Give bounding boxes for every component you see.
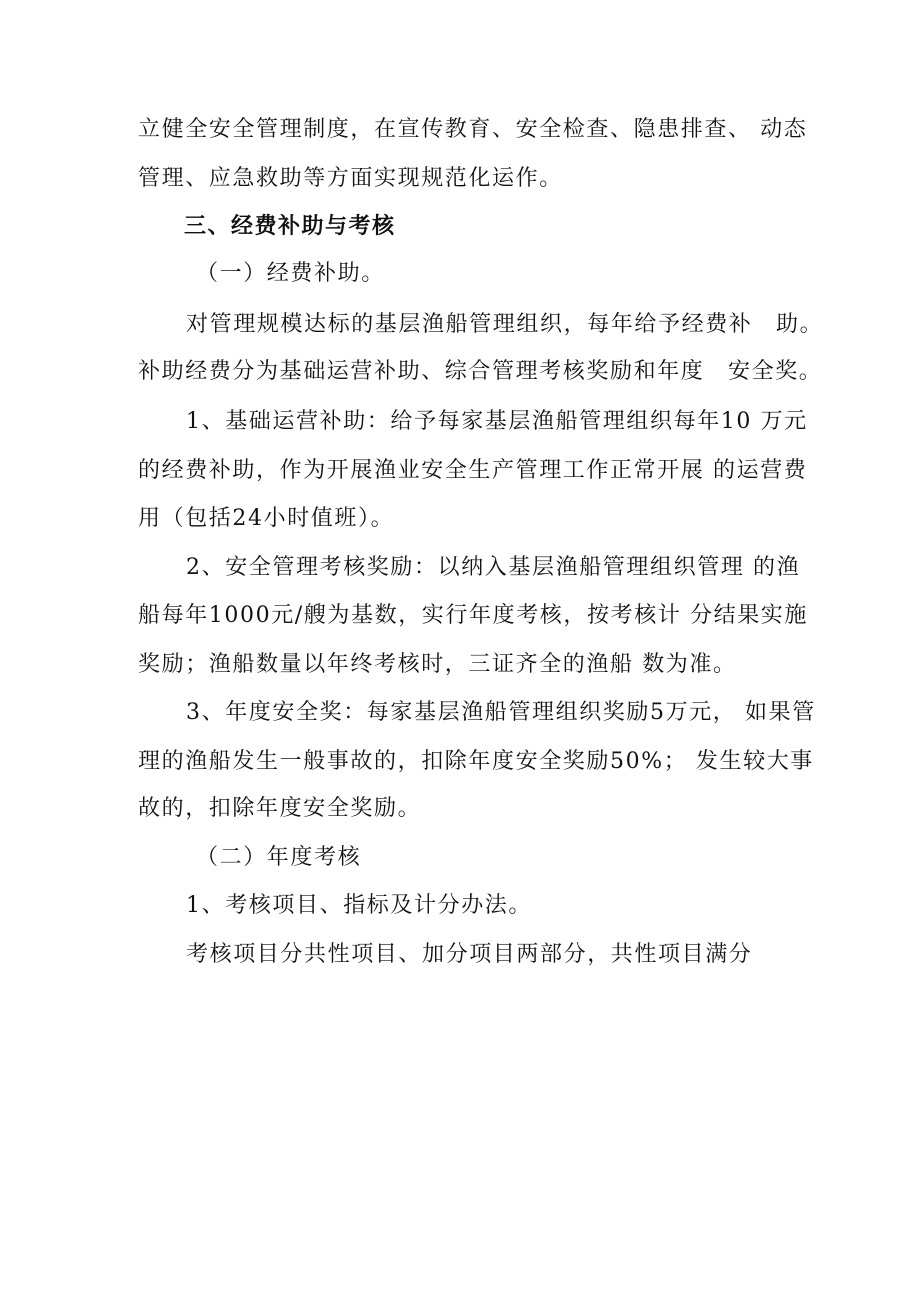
list-item-text: 3、年度安全奖：每家基层渔船管理组织奖励5万元， 如果管 [186,700,816,725]
subsection-heading: （一）经费补助。 [196,261,385,286]
body-text-line: 用（包括24小时值班）。 [138,506,395,531]
body-text-line: 考核项目分共性项目、加分项目两部分，共性项目满分 [186,942,753,967]
list-item-text: 2、安全管理考核奖励：以纳入基层渔船管理组织管理 的渔 [186,555,801,580]
body-text-line: 立健全安全管理制度，在宣传教育、安全检查、隐患排查、 动态 [138,117,808,142]
list-item-text: 1、考核项目、指标及计分办法。 [186,893,532,918]
body-text-line: 理的渔船发生一般事故的，扣除年度安全奖励50%； 发生较大事 [138,749,814,774]
body-text-line: 奖励；渔船数量以年终考核时，三证齐全的渔船 数为准。 [138,652,737,677]
body-text-line: 故的，扣除年度安全奖励。 [138,796,422,821]
body-text-line: 对管理规模达标的基层渔船管理组织，每年给予经费补 助。 [186,312,824,337]
list-item-text: 1、基础运营补助：给予每家基层渔船管理组织每年10 万元 [186,409,808,434]
body-text-line: 管理、应急救助等方面实现规范化运作。 [138,166,563,191]
subsection-heading: （二）年度考核 [196,845,362,870]
body-text-line: 补助经费分为基础运营补助、综合管理考核奖励和年度 安全奖。 [138,359,823,384]
body-text-line: 船每年1000元/艘为基数，实行年度考核，按考核计 分结果实施 [138,603,808,628]
body-text-line: 的经费补助，作为开展渔业安全生产管理工作正常开展 的运营费 [138,458,808,483]
section-heading: 三、经费补助与考核 [184,214,396,239]
